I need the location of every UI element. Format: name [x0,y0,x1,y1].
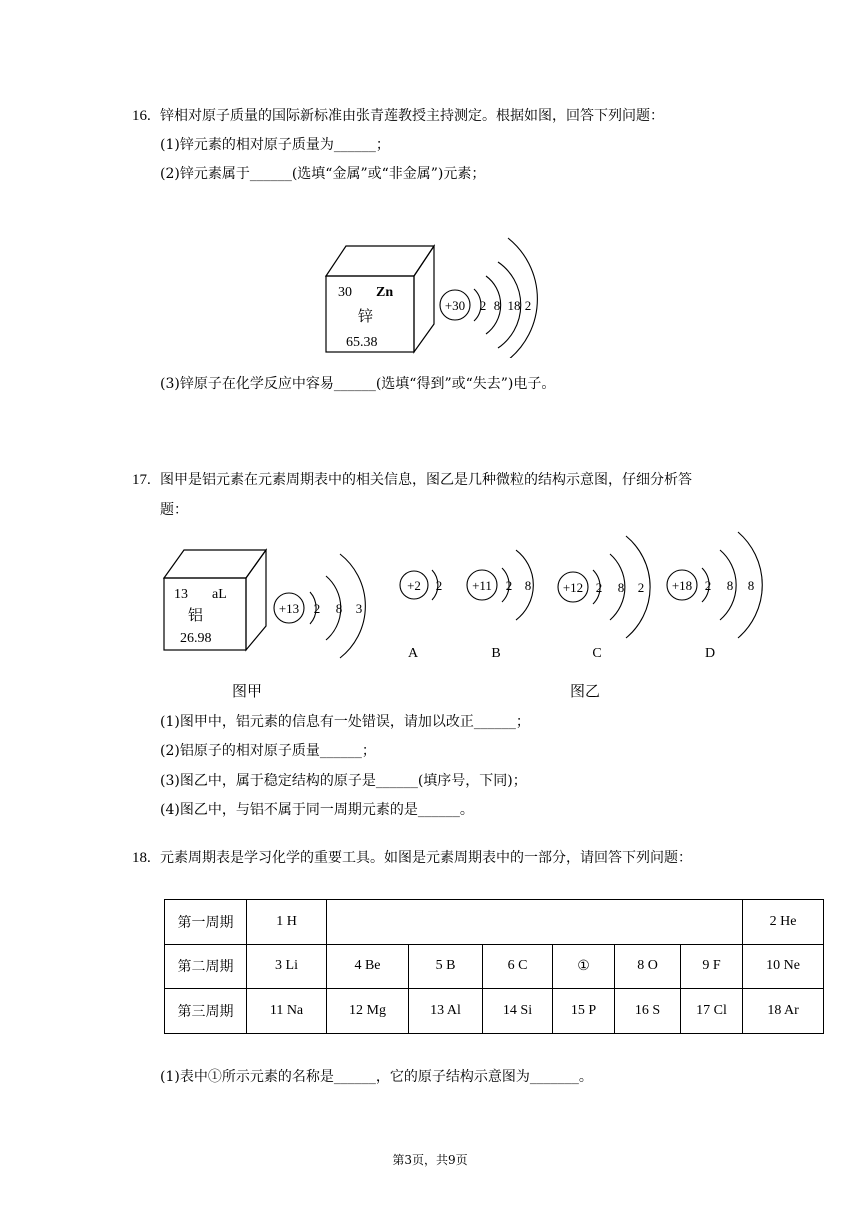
aluminum-mass: 26.98 [180,631,212,646]
zinc-symbol: Zn [376,285,394,300]
element-cell-mg: 12 Mg [327,989,409,1034]
figure-jia-caption: 图甲 [231,684,263,700]
q16-stem: 锌相对原子质量的国际新标准由张青莲教授主持测定。根据如图，回答下列问题： [160,108,664,124]
element-cell-he: 2 He [743,900,824,945]
aluminum-symbol: aL [212,587,227,602]
zinc-shell-1: 2 [479,298,487,313]
q18-sub1: (1)表中①所示元素的名称是______，它的原子结构示意图为_______。 [160,1069,593,1085]
zinc-nucleus-charge: +30 [444,298,466,313]
particle-b-shell-1: 2 [505,578,513,593]
q16-number: 16. [132,108,151,124]
particle-d-nucleus: +18 [671,578,693,593]
q17-stem-line1: 图甲是铝元素在元素周期表中的相关信息，图乙是几种微粒的结构示意图，仔细分析答 [160,472,692,488]
period-label-2: 第二周期 [165,944,247,989]
element-cell-marker-1: ① [553,944,615,989]
period-row-3 [165,989,824,1034]
particle-a [400,570,442,661]
q16-sub2: (2)锌元素属于______(选填“金属”或“非金属”)元素； [160,166,486,182]
particle-c-nucleus: +12 [562,580,584,595]
particle-b [467,550,533,661]
particle-d-shell-1: 2 [704,578,712,593]
periodic-table-excerpt [164,899,824,1034]
element-cell-cl: 17 Cl [681,989,743,1034]
element-cell-p: 15 P [553,989,615,1034]
q17-number: 17. [132,472,151,488]
element-cell-ar: 18 Ar [743,989,824,1034]
aluminum-figure [160,528,780,708]
aluminum-shell-1: 2 [313,601,321,616]
q17-sub3: (3)图乙中，属于稳定结构的原子是______(填序号，下同)； [160,773,527,789]
zinc-shell-2: 8 [493,298,501,313]
aluminum-nucleus-charge: +13 [278,601,300,616]
element-cell-b: 5 B [409,944,483,989]
particle-c-shell-3: 2 [637,580,645,595]
q17-sub4: (4)图乙中，与铝不属于同一周期元素的是______。 [160,802,474,818]
element-cell-s: 16 S [615,989,681,1034]
aluminum-shell-2: 8 [335,601,343,616]
zinc-shell-4: 2 [524,298,532,313]
element-cell-be: 4 Be [327,944,409,989]
aluminum-atomic-number: 13 [174,587,188,602]
zinc-shell-3: 18 [507,298,521,313]
element-cell-al: 13 Al [409,989,483,1034]
element-cell-h: 1 H [247,900,327,945]
element-cell-na: 11 Na [247,989,327,1034]
zinc-atomic-number: 30 [338,285,352,300]
particle-d-label: D [704,646,716,661]
element-cell-o: 8 O [615,944,681,989]
q17-stem-line2: 题： [160,502,188,518]
q17-sub2: (2)铝原子的相对原子质量______； [160,743,376,759]
element-cell-c: 6 C [483,944,553,989]
particle-d-shell-2: 8 [726,578,734,593]
q16-sub1: (1)锌元素的相对原子质量为______； [160,137,390,153]
q17-sub1: (1)图甲中，铝元素的信息有一处错误，请加以改正______； [160,714,530,730]
aluminum-name: 铝 [188,608,204,624]
particle-a-shell-1: 2 [435,578,443,593]
q18-stem: 元素周期表是学习化学的重要工具。如图是元素周期表中的一部分，请回答下列问题： [160,850,692,866]
element-cell-ne: 10 Ne [743,944,824,989]
zinc-mass: 65.38 [346,335,378,350]
zinc-figure [322,232,542,358]
empty-span-cell [327,900,743,945]
figure-yi-caption: 图乙 [569,684,601,700]
zinc-name: 锌 [358,309,374,325]
q18-number: 18. [132,850,151,866]
particle-b-nucleus: +11 [472,578,492,593]
element-cell-li: 3 Li [247,944,327,989]
q16-sub3: (3)锌原子在化学反应中容易______(选填“得到”或“失去”)电子。 [160,376,556,392]
element-cell-si: 14 Si [483,989,553,1034]
particle-c-label: C [592,646,602,661]
particle-a-nucleus: +2 [407,578,421,593]
particle-b-label: B [491,646,501,661]
period-row-2 [165,944,824,989]
aluminum-shell-3: 3 [355,601,363,616]
particle-b-shell-2: 8 [524,578,532,593]
particle-d-shell-3: 8 [747,578,755,593]
period-label-1: 第一周期 [165,900,247,945]
particle-d [667,532,762,661]
particle-a-label: A [407,646,419,661]
particle-c [558,536,650,661]
element-cell-f: 9 F [681,944,743,989]
particle-c-shell-1: 2 [595,580,603,595]
period-row-1 [165,900,824,945]
page-footer: 第3页，共9页 [392,1153,468,1167]
period-label-3: 第三周期 [165,989,247,1034]
particle-c-shell-2: 8 [617,580,625,595]
